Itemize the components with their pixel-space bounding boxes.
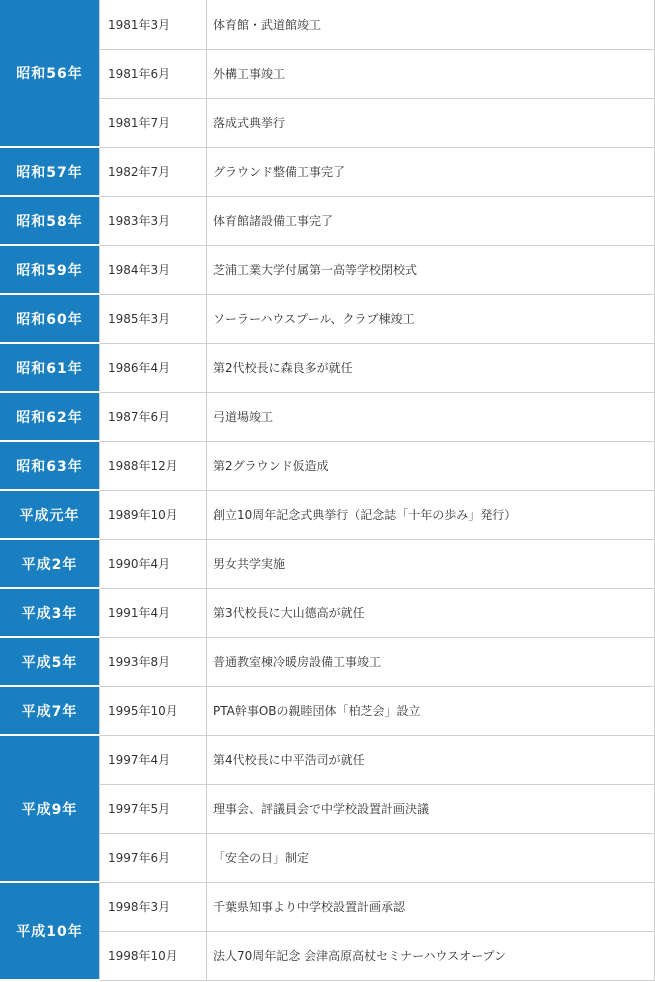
event-cell: 創立10周年記念式典挙行（記念誌「十年の歩み」発行） xyxy=(207,490,655,539)
event-cell: 弓道場竣工 xyxy=(207,392,655,441)
era-label: 平成2年 xyxy=(0,539,100,588)
table-row xyxy=(0,147,655,196)
event-cell: 「安全の日」制定 xyxy=(207,833,655,882)
event-cell: 第2代校長に森良多が就任 xyxy=(207,343,655,392)
era-label: 平成元年 xyxy=(0,490,100,539)
date-cell: 1991年4月 xyxy=(100,588,207,637)
date-cell: 1986年4月 xyxy=(100,343,207,392)
date-cell: 1997年4月 xyxy=(100,735,207,784)
date-cell: 1989年10月 xyxy=(100,490,207,539)
era-label: 昭和58年 xyxy=(0,196,100,245)
event-cell: 第3代校長に大山德高が就任 xyxy=(207,588,655,637)
date-cell: 1981年3月 xyxy=(100,0,207,49)
era-label: 平成9年 xyxy=(0,735,100,882)
event-cell: ソーラーハウスプール、クラブ棟竣工 xyxy=(207,294,655,343)
event-cell: 体育館・武道館竣工 xyxy=(207,0,655,49)
event-cell: 外構工事竣工 xyxy=(207,49,655,98)
date-cell: 1987年6月 xyxy=(100,392,207,441)
era-label: 昭和63年 xyxy=(0,441,100,490)
event-cell: グラウンド整備工事完了 xyxy=(207,147,655,196)
event-cell: 第4代校長に中平浩司が就任 xyxy=(207,735,655,784)
table-row xyxy=(0,392,655,441)
date-cell: 1981年7月 xyxy=(100,98,207,147)
date-cell: 1993年8月 xyxy=(100,637,207,686)
date-cell: 1984年3月 xyxy=(100,245,207,294)
table-row xyxy=(0,196,655,245)
era-label: 平成3年 xyxy=(0,588,100,637)
table-row xyxy=(0,245,655,294)
event-cell: PTA幹事OBの親睦団体「柏芝会」設立 xyxy=(207,686,655,735)
date-cell: 1983年3月 xyxy=(100,196,207,245)
event-cell: 第2グラウンド仮造成 xyxy=(207,441,655,490)
event-cell: 普通教室棟冷暖房設備工事竣工 xyxy=(207,637,655,686)
era-label: 昭和56年 xyxy=(0,0,100,147)
table-row xyxy=(0,735,655,784)
table-row xyxy=(0,539,655,588)
era-label: 昭和60年 xyxy=(0,294,100,343)
event-cell: 落成式典挙行 xyxy=(207,98,655,147)
event-cell: 理事会、評議員会で中学校設置計画決議 xyxy=(207,784,655,833)
table-row xyxy=(0,441,655,490)
date-cell: 1988年12月 xyxy=(100,441,207,490)
date-cell: 1998年3月 xyxy=(100,882,207,931)
era-label: 昭和61年 xyxy=(0,343,100,392)
table-row xyxy=(0,343,655,392)
date-cell: 1981年6月 xyxy=(100,49,207,98)
era-label: 平成5年 xyxy=(0,637,100,686)
date-cell: 1990年4月 xyxy=(100,539,207,588)
date-cell: 1998年10月 xyxy=(100,931,207,980)
date-cell: 1982年7月 xyxy=(100,147,207,196)
event-cell: 千葉県知事より中学校設置計画承認 xyxy=(207,882,655,931)
era-label: 昭和59年 xyxy=(0,245,100,294)
date-cell: 1997年6月 xyxy=(100,833,207,882)
date-cell: 1995年10月 xyxy=(100,686,207,735)
table-row xyxy=(0,637,655,686)
table-row xyxy=(0,588,655,637)
era-label: 昭和57年 xyxy=(0,147,100,196)
era-label: 平成7年 xyxy=(0,686,100,735)
table-row xyxy=(0,882,655,931)
table-row xyxy=(0,0,655,49)
event-cell: 男女共学実施 xyxy=(207,539,655,588)
date-cell: 1997年5月 xyxy=(100,784,207,833)
event-cell: 芝浦工業大学付属第一高等学校閉校式 xyxy=(207,245,655,294)
table-row xyxy=(0,490,655,539)
table-row xyxy=(0,686,655,735)
era-label: 昭和62年 xyxy=(0,392,100,441)
date-cell: 1985年3月 xyxy=(100,294,207,343)
event-cell: 法人70周年記念 会津高原高杖セミナーハウスオープン xyxy=(207,931,655,980)
era-label: 平成10年 xyxy=(0,882,100,980)
event-cell: 体育館諸設備工事完了 xyxy=(207,196,655,245)
table-row xyxy=(0,294,655,343)
